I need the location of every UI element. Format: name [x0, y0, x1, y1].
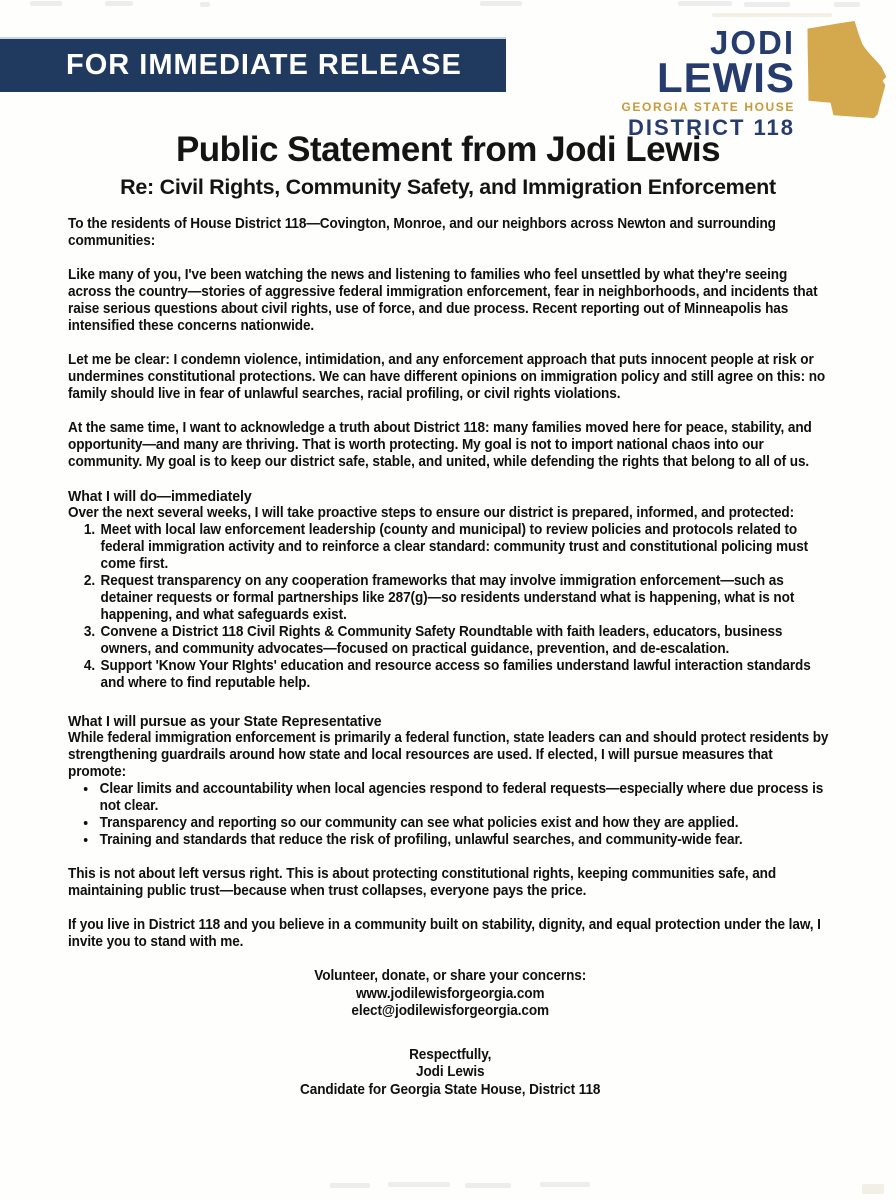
section-immediate-actions	[68, 488, 832, 692]
page-subtitle: Re: Civil Rights, Community Safety, and Immigration Enforcement	[120, 175, 776, 199]
scan-artifact	[200, 2, 210, 7]
signoff-role: Candidate for Georgia State House, District 118	[300, 1081, 601, 1098]
cta-heading: Volunteer, donate, or share your concerns:	[314, 968, 587, 984]
list-item: 1. Meet with local law enforcement leadership (county and municipal) to review policies and protocols related to federal immigration activity and to reinforce a clear standard: community trust and constitutional policing must come first.	[99, 522, 833, 573]
section-state-representative	[68, 713, 832, 849]
signoff-name: Jodi Lewis	[415, 1064, 485, 1080]
closing-paragraph: If you live in District 118 and you believe in a community built on stability, dignity, and equal protection under the law, I invite you to stand with me.	[68, 917, 821, 950]
body-paragraph: Like many of you, I've been watching the news and listening to families who feel unsettled by what they're seeing across the country—stories of aggressive federal immigration enforcement, fear in neighborhoods, and incidents that raise serious questions about civil rights, use of force, and due process. Recent reporting out of Minneapolis has intensified these concerns nationwide.	[68, 267, 818, 334]
immediate-actions-list	[68, 522, 832, 692]
list-item: 2. Request transparency on any cooperation frameworks that may involve immigration enforcement—such as detainer requests or formal partnerships like 287(g)—so residents understand what is happening, what is not happening, and what safeguards exist.	[99, 573, 833, 624]
scan-artifact	[30, 1, 62, 6]
signoff-valediction: Respectfully,	[409, 1046, 492, 1063]
banner-label: FOR IMMEDIATE RELEASE	[66, 49, 462, 81]
section-heading: What I will do—immediately	[68, 488, 252, 505]
list-item: 4. Support 'Know Your RIghts' education and resource access so families understand lawful interaction standards and where to find reputable help.	[99, 658, 833, 692]
list-item: 3. Convene a District 118 Civil Rights & Community Safety Roundtable with faith leaders, educators, business owners, and community advocates—focused on practical guidance, prevention, and de-escalation.	[99, 624, 833, 658]
scan-artifact	[465, 1183, 511, 1188]
scan-artifact	[540, 1182, 590, 1187]
list-item: • Training and standards that reduce the risk of profiling, unlawful searches, and community-wide fear.	[98, 832, 833, 849]
section-heading: What I will pursue as your State Representative	[68, 713, 382, 730]
scan-artifact	[834, 2, 860, 7]
website-url: www.jodilewisforgeorgia.com	[355, 985, 545, 1002]
signature-block	[68, 1047, 832, 1100]
page-title: Public Statement from Jodi Lewis	[175, 130, 721, 169]
list-item: • Clear limits and accountability when local agencies respond to federal requests—especially where due process is not clear.	[98, 781, 833, 815]
salutation: To the residents of House District 118—Covington, Monroe, and our neighbors across Newton and surrounding communities:	[68, 216, 776, 249]
campaign-logo-text	[621, 20, 795, 141]
list-item: • Transparency and reporting so our community can see what policies exist and how they are applied.	[98, 815, 833, 832]
body-paragraph: Let me be clear: I condemn violence, intimidation, and any enforcement approach that puts innocent people at risk or undermines constitutional protections. We can have different opinions on immigration policy and still agree on this: no family should live in fear of unlawful searches, racial profiling, or civil rights violations.	[68, 352, 826, 402]
section-intro: Over the next several weeks, I will take proactive steps to ensure our district is prepared, informed, and protected:	[68, 505, 795, 521]
policy-measures-list	[68, 781, 832, 849]
call-to-action-block	[68, 968, 832, 1021]
section-intro: While federal immigration enforcement is primarily a federal function, state leaders can and should protect residents by strengthening guardrails around how state and local resources are used. If elected, I will pursue measures that promote:	[68, 730, 829, 780]
scan-artifact	[678, 1, 732, 6]
scan-artifact	[480, 1, 522, 6]
email-address: elect@jodilewisforgeorgia.com	[351, 1003, 550, 1019]
scan-artifact	[712, 13, 832, 17]
closing-paragraph: This is not about left versus right. This is about protecting constitutional rights, keeping communities safe, and maintaining public trust—because when trust collapses, everyone pays the price.	[68, 866, 777, 899]
statement-body	[68, 216, 832, 1099]
scan-artifact	[330, 1183, 370, 1188]
scan-artifact	[105, 1, 133, 6]
scan-artifact	[744, 2, 790, 7]
body-paragraph: At the same time, I want to acknowledge a truth about District 118: many families moved here for peace, stability, and opportunity—and many are thriving. That is worth protecting. My goal is not to import national chaos into our community. My goal is to keep our district safe, stable, and united, while defending the rights that belong to all of us.	[68, 420, 812, 470]
logo-last-name: LEWIS	[657, 54, 795, 102]
logo-district-label: DISTRICT 118	[627, 115, 795, 141]
logo-first-name: JODI	[709, 24, 795, 61]
campaign-logo	[621, 20, 890, 141]
for-immediate-release-banner	[0, 37, 506, 92]
masthead	[0, 24, 896, 141]
georgia-state-icon	[800, 20, 890, 120]
logo-office-label: GEORGIA STATE HOUSE	[621, 100, 795, 115]
scan-artifact	[388, 1182, 450, 1187]
scan-artifact	[862, 1184, 884, 1194]
